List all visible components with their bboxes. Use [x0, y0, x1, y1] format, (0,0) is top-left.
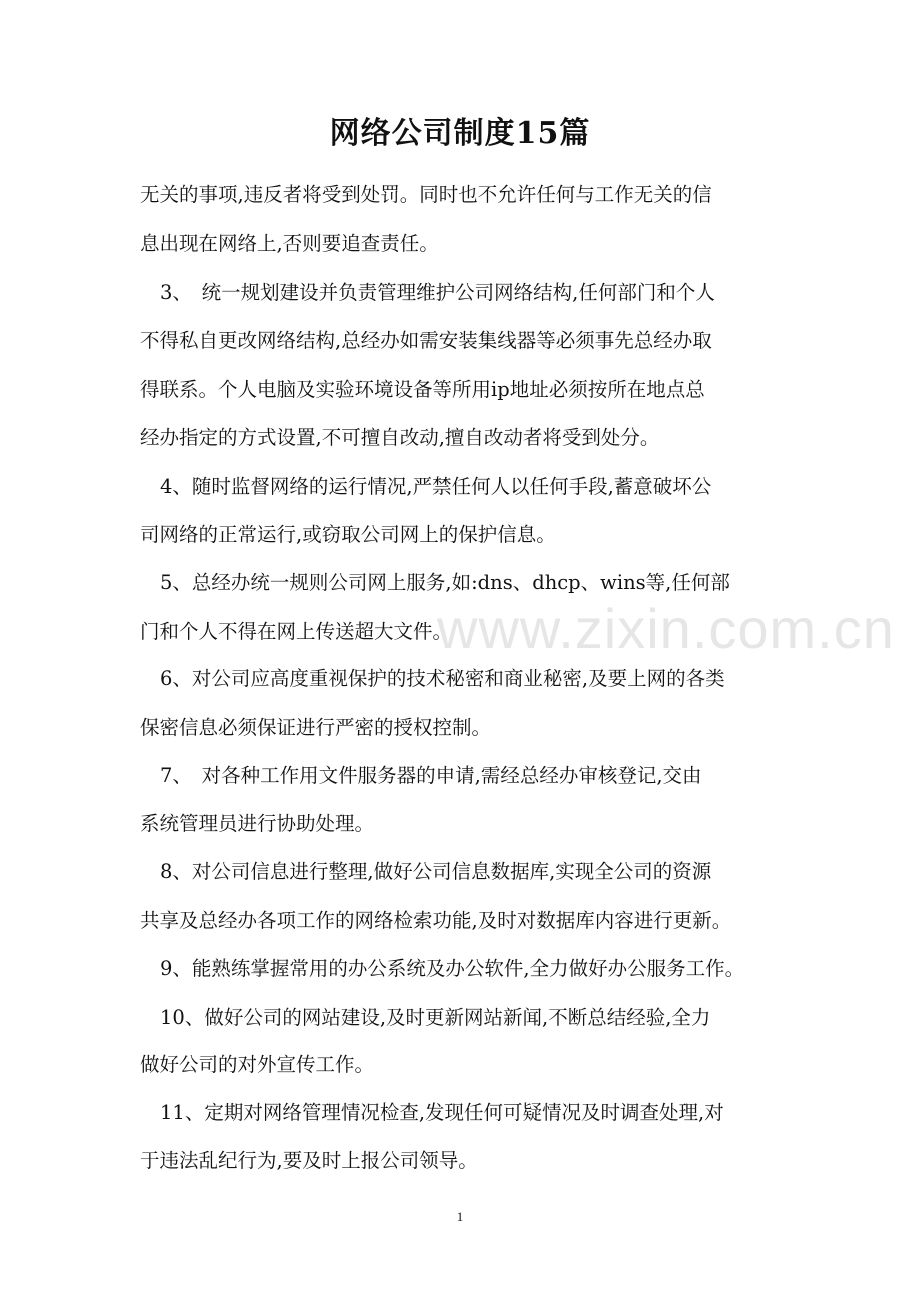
body-line: 不得私自更改网络结构,总经办如需安装集线器等必须事先总经办取	[140, 329, 712, 352]
body-line: 共享及总经办各项工作的网络检索功能,及时对数据库内容进行更新。	[140, 909, 732, 932]
document-title: 网络公司制度15篇	[329, 116, 591, 151]
body-line: 系统管理员进行协助处理。	[140, 812, 375, 835]
body-line: 7、 对各种工作用文件服务器的申请,需经总经办审核登记,交由	[160, 764, 702, 787]
body-line: 于违法乱纪行为,要及时上报公司领导。	[140, 1149, 478, 1172]
body-line: 息出现在网络上,否则要追查责任。	[140, 232, 439, 255]
body-line: 做好公司的对外宣传工作。	[140, 1053, 375, 1076]
body-line: 门和个人不得在网上传送超大文件。	[140, 620, 453, 643]
body-line: 无关的事项,违反者将受到处罚。同时也不允许任何与工作无关的信	[140, 183, 712, 206]
body-line: 5、总经办统一规则公司网上服务,如:dns、dhcp、wins等,任何部	[160, 571, 730, 594]
body-line: 3、 统一规划建设并负责管理维护公司网络结构,任何部门和个人	[160, 281, 715, 304]
body-line: 9、能熟练掌握常用的办公系统及办公软件,全力做好办公服务工作。	[160, 957, 745, 980]
body-line: 司网络的正常运行,或窃取公司网上的保护信息。	[140, 523, 556, 546]
body-line: 6、对公司应高度重视保护的技术秘密和商业秘密,及要上网的各类	[160, 667, 725, 690]
body-line: 保密信息必须保证进行严密的授权控制。	[140, 716, 492, 739]
body-line: 10、做好公司的网站建设,及时更新网站新闻,不断总结经验,全力	[160, 1006, 711, 1029]
body-line: 经办指定的方式设置,不可擅自改动,擅自改动者将受到处分。	[140, 426, 660, 449]
page-number: 1	[456, 1209, 464, 1224]
body-line: 4、随时监督网络的运行情况,严禁任何人以任何手段,蓄意破坏公	[160, 475, 712, 498]
body-line: 得联系。个人电脑及实验环境设备等所用ip地址必须按所在地点总	[140, 378, 705, 401]
body-line: 11、定期对网络管理情况检查,发现任何可疑情况及时调查处理,对	[160, 1101, 724, 1124]
body-line: 8、对公司信息进行整理,做好公司信息数据库,实现全公司的资源	[160, 860, 712, 883]
watermark: www.zixin.com.cn	[437, 597, 895, 660]
